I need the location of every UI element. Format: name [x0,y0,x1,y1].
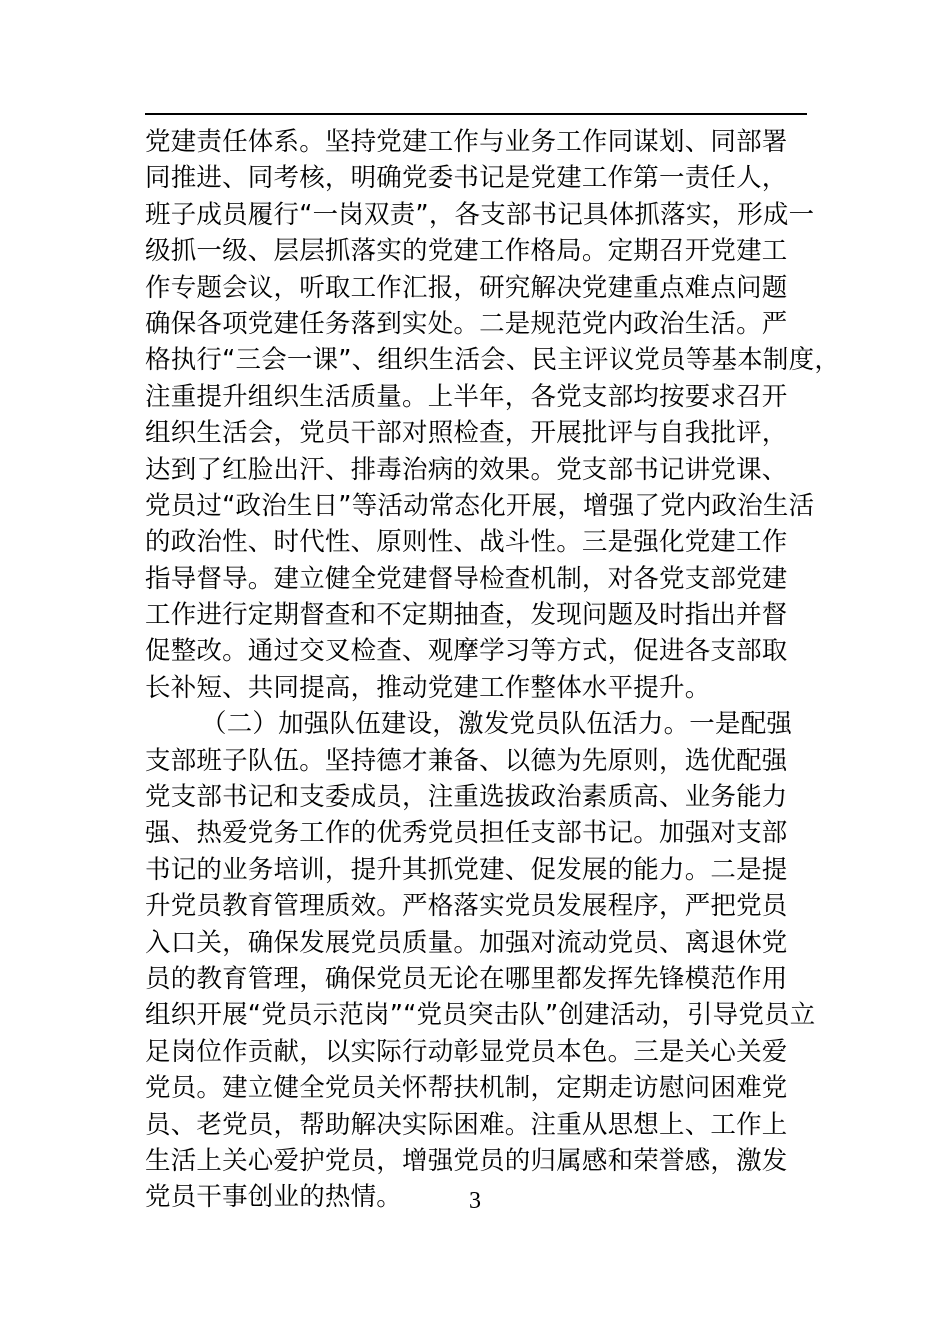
text-line: 党员干事创业的热情。 [145,1182,403,1213]
text-line: 级抓一级、层层抓落实的党建工作格局。定期召开党建工 [145,236,788,267]
text-line: 升党员教育管理质效。严格落实党员发展程序，严把党员 [145,891,788,922]
text-line: 员、老党员，帮助解决实际困难。注重从思想上、工作上 [145,1109,788,1140]
text-line: 达到了红脸出汗、排毒治病的效果。党支部书记讲党课、 [145,454,788,485]
text-line: 组织开展“党员示范岗”“党员突击队”创建活动，引导党员立 [145,1000,816,1031]
text-line: 生活上关心爱护党员，增强党员的归属感和荣誉感，激发 [145,1145,788,1176]
text-line: 格执行“三会一课”、组织生活会、民主评议党员等基本制度， [145,345,841,376]
text-line: 党建责任体系。坚持党建工作与业务工作同谋划、同部署 [145,127,788,157]
section-heading-line: （二）加强队伍建设，激发党员队伍活力。一是配强 [201,709,793,740]
text-line: 班子成员履行“一岗双责”，各支部书记具体抓落实，形成一 [145,199,815,230]
text-line: 党员过“政治生日”等活动常态化开展，增强了党内政治生活 [145,490,815,521]
text-line: 工作进行定期督查和不定期抽查，发现问题及时指出并督 [145,600,788,631]
text-line: 指导督导。建立健全党建督导检查机制，对各党支部党建 [145,563,788,594]
text-line: 作专题会议，听取工作汇报，研究解决党建重点难点问题 [145,272,788,303]
text-line: 的政治性、时代性、原则性、战斗性。三是强化党建工作 [145,527,788,558]
text-line: 党员。建立健全党员关怀帮扶机制，定期走访慰问困难党 [145,1073,788,1104]
text-line: 足岗位作贡献，以实际行动彰显党员本色。三是关心关爱 [145,1036,788,1067]
header-rule [145,113,807,115]
text-line: 支部班子队伍。坚持德才兼备、以德为先原则，选优配强 [145,745,788,776]
text-line: 强、热爱党务工作的优秀党员担任支部书记。加强对支部 [145,818,788,849]
text-line: 注重提升组织生活质量。上半年，各党支部均按要求召开 [145,381,788,412]
text-line: 组织生活会，党员干部对照检查，开展批评与自我批评， [145,418,788,449]
text-line: 员的教育管理，确保党员无论在哪里都发挥先锋模范作用 [145,963,788,994]
text-line: 同推进、同考核，明确党委书记是党建工作第一责任人， [145,163,788,194]
text-line: 长补短、共同提高，推动党建工作整体水平提升。 [145,672,711,703]
text-line: 入口关，确保发展党员质量。加强对流动党员、离退休党 [145,927,788,958]
text-line: 书记的业务培训，提升其抓党建、促发展的能力。二是提 [145,854,788,885]
text-line: 确保各项党建任务落到实处。二是规范党内政治生活。严 [145,308,788,339]
page-number: 3 [469,1188,481,1214]
body-text [145,124,841,1216]
text-line: 促整改。通过交叉检查、观摩学习等方式，促进各支部取 [145,636,788,667]
text-line: 党支部书记和支委成员，注重选拔政治素质高、业务能力 [145,782,788,813]
